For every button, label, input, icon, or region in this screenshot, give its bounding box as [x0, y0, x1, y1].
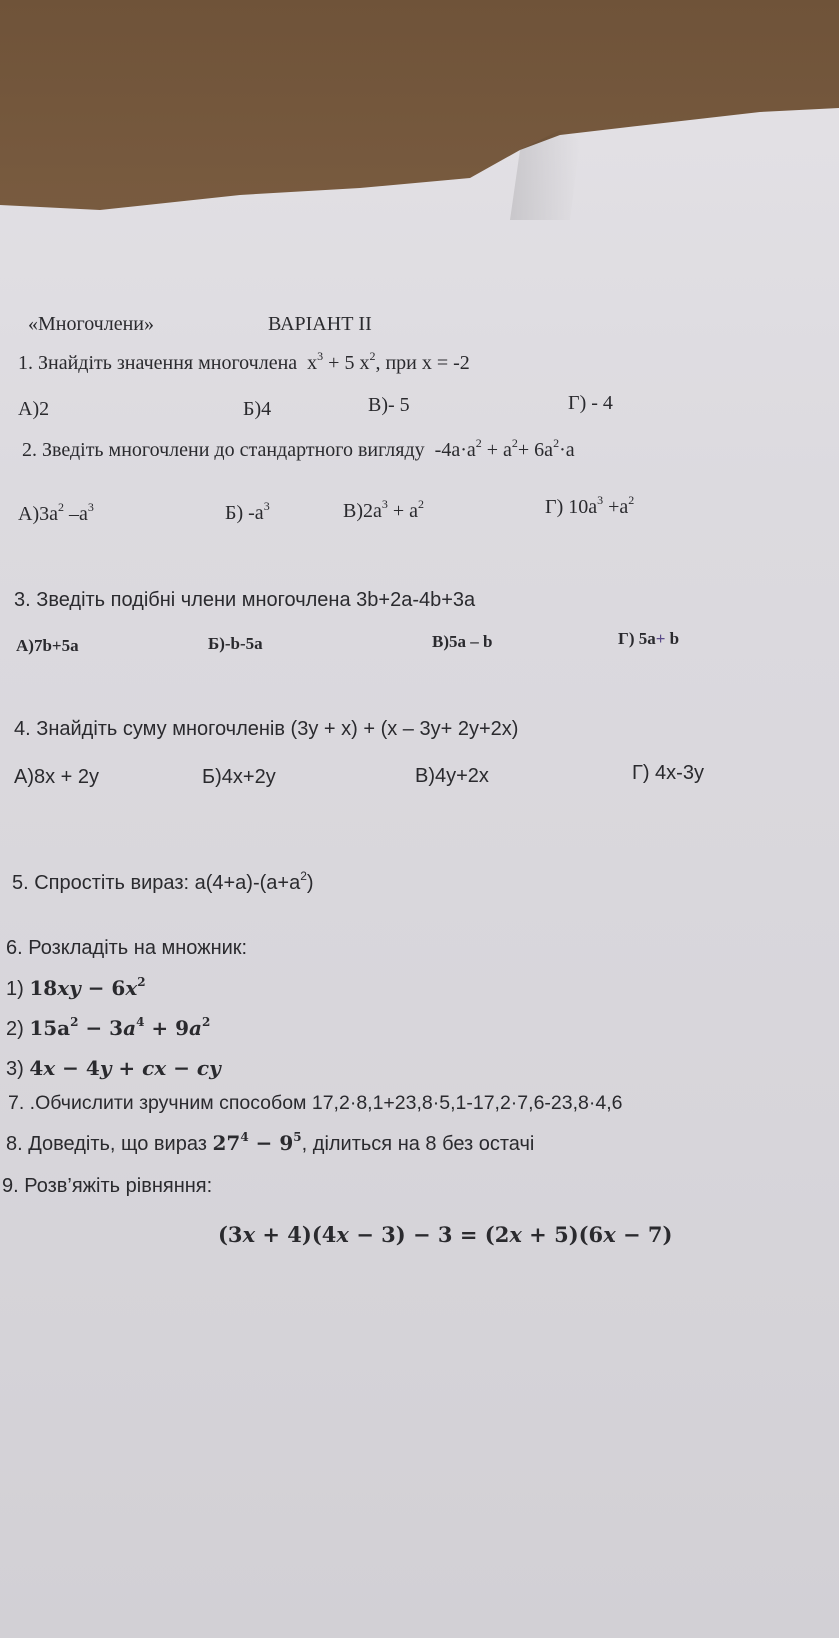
question-6-expr-2: $15a^2 - 3a^4 + 9a^2$ — [29, 1015, 211, 1040]
question-6: 6. Розкладіть на множник: — [6, 937, 248, 959]
question-4-option-c: В)4y+2x — [415, 765, 489, 787]
question-6-item-3: 3) 4x − 4y + cx − cy — [6, 1056, 221, 1080]
question-2-option-c: $В)2a^3 + a^2$ — [343, 497, 425, 522]
question-1 — [18, 349, 470, 375]
question-3-option-b: Б)-b-5a — [208, 634, 263, 653]
question-6-item-1: 1) $18xy - 6x^2$ — [6, 975, 146, 1000]
question-1-option-d: Г) - 4 — [568, 392, 613, 414]
worksheet-title: «Многочлени» — [28, 313, 154, 335]
variant-label: ВАРІАНТ ІІ — [268, 313, 372, 335]
question-8: 8. Доведіть, що вираз $27^4 - 9^5$, ділиться на 8 без остачі — [6, 1130, 535, 1155]
question-1-text: 1. Знайдіть значення многочлена — [18, 352, 298, 374]
question-1-expr: $x^3 + 5$ $x^2$, при x = -2 — [307, 349, 470, 374]
question-3: 3. Зведіть подібні члени многочлена 3b+2a-4b+3a — [14, 589, 476, 611]
question-3-option-a: А)7b+5a — [16, 636, 79, 655]
question-9-equation: (3x + 4)(4x − 3) − 3 = (2x + 5)(6x − 7) — [218, 1222, 673, 1247]
question-8-expr: $27^4 - 9^5$ — [212, 1130, 302, 1155]
question-2-option-d: Г) $10a^3 +a^2$ — [545, 493, 635, 518]
question-1-option-b: Б)4 — [243, 398, 272, 420]
question-5: 5. Спростіть вираз: $a(4+a)-(a+a^2)$ — [12, 869, 314, 894]
question-2-option-a: $А)3a^2$ $-a^3$ — [18, 500, 94, 525]
question-1-option-a: А)2 — [18, 398, 50, 420]
question-6-expr-1: $18xy - 6x^2$ — [29, 975, 146, 1000]
question-2 — [22, 436, 575, 462]
pen-correction-mark: + — [655, 629, 666, 648]
question-9: 9. Розв’яжіть рівняння: — [2, 1175, 213, 1197]
question-4-option-a: А)8x + 2y — [14, 766, 100, 788]
question-7: 7. .Обчислити зручним способом 17,2·8,1+23,8·5,1-17,2·7,6-23,8·4,6 — [8, 1092, 623, 1114]
question-1-option-c: В)- 5 — [368, 394, 410, 416]
question-3-option-d: Г) 5a+ b — [618, 629, 680, 648]
question-2-expr: $-4a\cdot a^2 + a^2+ 6a^2\cdot a$ — [434, 436, 575, 461]
question-3-option-c: В)5a – b — [432, 632, 493, 651]
question-4-option-d: Г) 4x-3y — [632, 762, 704, 784]
question-4-option-b: Б)4x+2y — [202, 766, 276, 788]
question-2-option-b: Б) $-a^3$ — [225, 499, 270, 524]
question-2-text: 2. Зведіть многочлени до стандартного вигляду — [22, 439, 425, 461]
question-6-expr-3: 4x − 4y + cx − cy — [29, 1056, 221, 1080]
question-4: 4. Знайдіть суму многочленів (3y + x) + (x – 3y+ 2y+2x) — [14, 718, 519, 740]
question-6-item-2: 2) $15a^2 - 3a^4 + 9a^2$ — [6, 1015, 211, 1040]
